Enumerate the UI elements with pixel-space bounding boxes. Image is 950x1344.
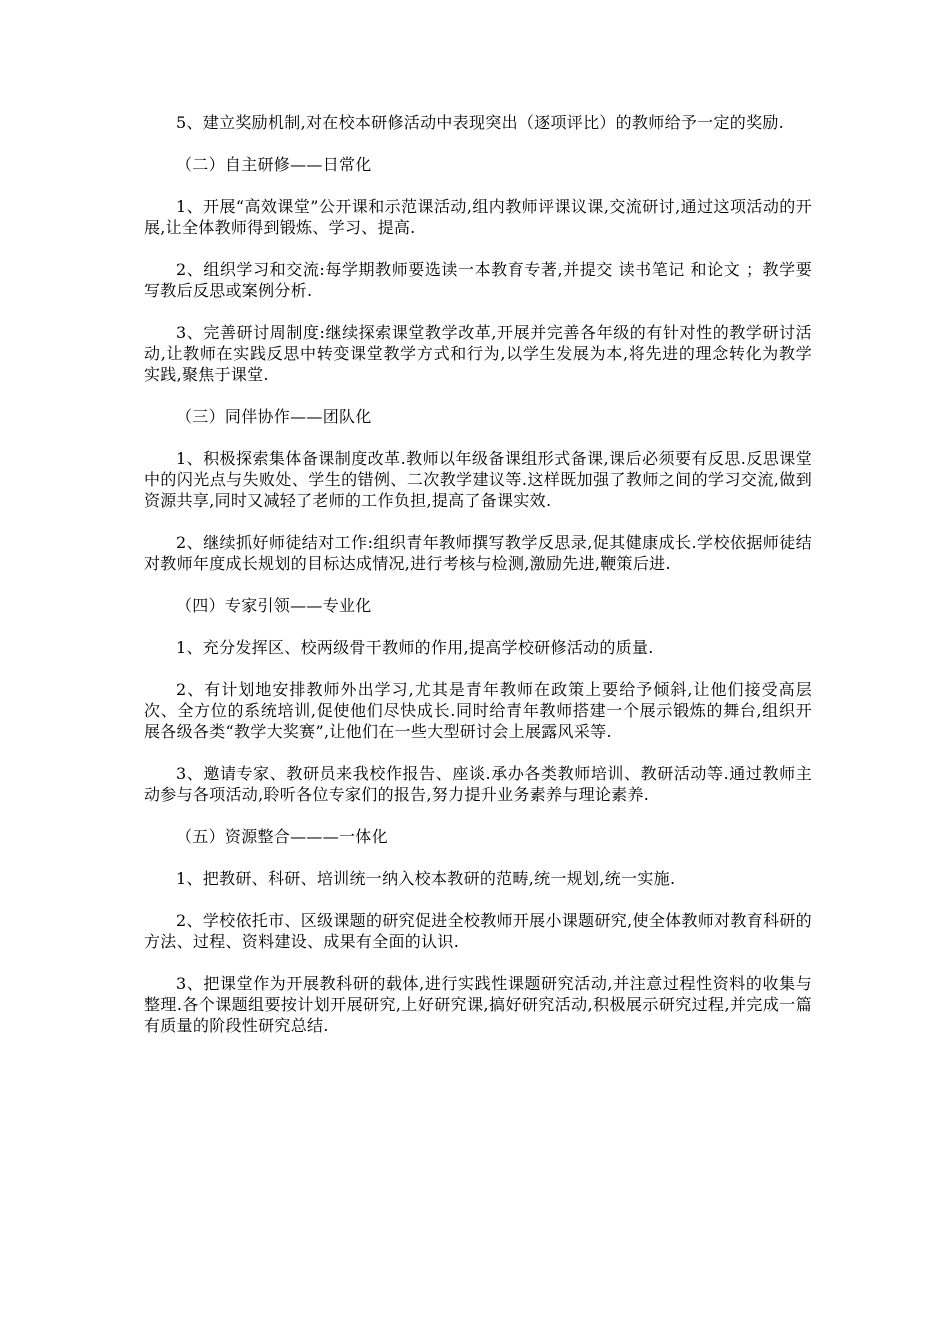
paragraph-study-exchange: 2、组织学习和交流:每学期教师要选读一本教育专著,并提交 读书笔记 和论文 ；教学要写教后反思或案例分析. <box>144 260 812 300</box>
paragraph-small-projects: 2、学校依托市、区级课题的研究促进全校教师开展小课题研究,使全体教师对教育科研的方法、过程、资料建设、成果有全面的认识. <box>144 911 812 951</box>
paragraph-classroom-research: 3、把课堂作为开展教科研的载体,进行实践性课题研究活动,并注意过程性资料的收集与整理.各个课题组要按计划开展研究,上好研究课,搞好研究活动,积极展示研究过程,并完成一篇有质量的阶段性研究总结. <box>144 974 812 1035</box>
paragraph-unified-planning: 1、把教研、科研、培训统一纳入校本教研的范畴,统一规划,统一实施. <box>176 869 676 888</box>
paragraph-research-week: 3、完善研讨周制度:继续探索课堂教学改革,开展并完善各年级的有针对性的教学研讨活动,让教师在实践反思中转变课堂教学方式和行为,以学生发展为本,将先进的理念转化为教学实践,聚焦于课堂. <box>144 323 812 384</box>
paragraph-collective-lesson-prep: 1、积极探索集体备课制度改革.教师以年级备课组形式备课,课后必须要有反思.反思课堂中的闪光点与失败处、学生的错例、二次教学建议等.这样既加强了教师之间的学习交流,做到资源共享,同时又减轻了老师的工作负担,提高了备课实效. <box>144 449 812 510</box>
section-heading-expert-guidance: （四）专家引领——专业化 <box>176 596 372 615</box>
paragraph-invite-experts: 3、邀请专家、教研员来我校作报告、座谈.承办各类教师培训、教研活动等.通过教师主动参与各项活动,聆听各位专家们的报告,努力提升业务素养与理论素养. <box>144 764 812 804</box>
section-heading-self-study: （二）自主研修——日常化 <box>176 155 372 174</box>
section-heading-resource-integration: （五）资源整合———一体化 <box>176 827 388 846</box>
paragraph-mentor-pairing: 2、继续抓好师徒结对工作:组织青年教师撰写教学反思录,促其健康成长.学校依据师徒结对教师年度成长规划的目标达成情况,进行考核与检测,激励先进,鞭策后进. <box>144 533 812 573</box>
paragraph-external-study: 2、有计划地安排教师外出学习,尤其是青年教师在政策上要给予倾斜,让他们接受高层次、全方位的系统培训,促使他们尽快成长.同时给青年教师搭建一个展示锻炼的舞台,组织开展各级各类“教学大奖赛”,让他们在一些大型研讨会上展露风采等. <box>144 680 812 741</box>
document-page <box>144 112 812 1057</box>
paragraph-backbone-teachers: 1、充分发挥区、校两级骨干教师的作用,提高学校研修活动的质量. <box>176 638 654 657</box>
section-heading-peer-collaboration: （三）同伴协作——团队化 <box>176 407 372 426</box>
paragraph-reward-mechanism: 5、建立奖励机制,对在校本研修活动中表现突出（逐项评比）的教师给予一定的奖励. <box>176 113 785 132</box>
paragraph-efficient-classroom: 1、开展“高效课堂”公开课和示范课活动,组内教师评课议课,交流研讨,通过这项活动的开展,让全体教师得到锻炼、学习、提高. <box>144 197 812 237</box>
